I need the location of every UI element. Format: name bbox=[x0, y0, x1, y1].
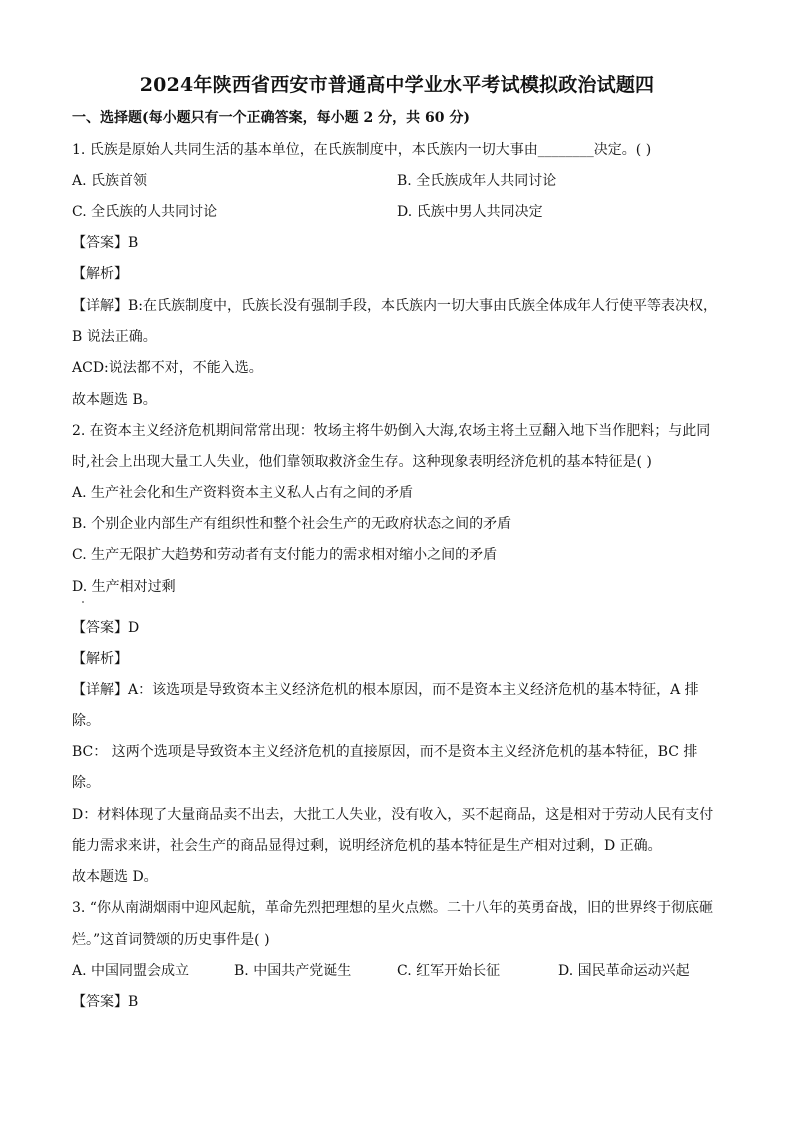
question-3-answer: 【答案】B bbox=[72, 994, 139, 1010]
question-2-detail-line-5: D：材料体现了大量商品卖不出去，大批工人失业，没有收入，买不起商品，这是相对于劳动人民有支付 bbox=[72, 807, 714, 823]
question-1-detail-line-2: B 说法正确。 bbox=[72, 329, 157, 345]
question-3-stem-line-1: 3. “你从南湖烟雨中迎风起航，革命先烈把理想的星火点燃。二十八年的英勇奋战，旧的世界终于彻底砸 bbox=[72, 900, 713, 916]
question-2-answer: 【答案】D bbox=[72, 620, 140, 636]
question-2-option-b: B. 个别企业内部生产有组织性和整个社会生产的无政府状态之间的矛盾 bbox=[72, 516, 512, 532]
question-2-analysis-label: 【解析】 bbox=[72, 651, 128, 667]
question-2-detail-line-6: 能力需求来讲，社会生产的商品显得过剩，说明经济危机的基本特征是生产相对过剩，D 正确。 bbox=[72, 838, 662, 854]
page-title: 2024年陕西省西安市普通高中学业水平考试模拟政治试题四 bbox=[139, 74, 655, 96]
question-3-stem-line-2: 烂。”这首词赞颂的历史事件是( ) bbox=[72, 932, 270, 948]
question-2-conclusion: 故本题选 D。 bbox=[72, 869, 158, 885]
section-heading: 一、选择题(每小题只有一个正确答案，每小题 2 分，共 60 分) bbox=[72, 110, 470, 126]
question-1-conclusion: 故本题选 B。 bbox=[72, 392, 157, 408]
question-2-stem-line-1: 2. 在资本主义经济危机期间常常出现：牧场主将牛奶倒入大海,农场主将土豆翻入地下当作肥料；与此同 bbox=[72, 423, 711, 439]
question-2-detail-line-1: 【详解】A：该选项是导致资本主义经济危机的根本原因，而不是资本主义经济危机的基本特征，A 排 bbox=[72, 682, 699, 698]
question-2-option-c: C. 生产无限扩大趋势和劳动者有支付能力的需求相对缩小之间的矛盾 bbox=[72, 547, 498, 563]
question-2-detail-line-3: BC： 这两个选项是导致资本主义经济危机的直接原因，而不是资本主义经济危机的基本特征，BC 排 bbox=[72, 744, 698, 760]
question-1-option-a: A. 氏族首领 bbox=[72, 173, 148, 189]
question-1-detail-line-1: 【详解】B:在氏族制度中，氏族长没有强制手段，本氏族内一切大事由氏族全体成年人行使平等表决权， bbox=[72, 298, 718, 314]
question-3-option-b: B. 中国共产党诞生 bbox=[234, 963, 352, 979]
question-2-detail-line-2: 除。 bbox=[72, 713, 100, 729]
question-1-detail-line-3: ACD:说法都不对，不能入选。 bbox=[72, 360, 263, 376]
question-3-option-c: C. 红军开始长征 bbox=[397, 963, 501, 979]
question-1-answer: 【答案】B bbox=[72, 235, 139, 251]
question-1-stem: 1. 氏族是原始人共同生活的基本单位，在氏族制度中，本氏族内一切大事由________决定。( ) bbox=[72, 142, 652, 158]
question-3-option-a: A. 中国同盟会成立 bbox=[72, 963, 190, 979]
question-2-stem-line-2: 时,社会上出现大量工人失业，他们靠领取救济金生存。这种现象表明经济危机的基本特征是( ) bbox=[72, 454, 652, 470]
question-2-option-d: D. 生产相对过剩 bbox=[72, 579, 176, 595]
question-1-option-c: C. 全氏族的人共同讨论 bbox=[72, 204, 218, 220]
stray-mark bbox=[82, 601, 84, 603]
question-1-analysis-label: 【解析】 bbox=[72, 266, 128, 282]
question-1-option-d: D. 氏族中男人共同决定 bbox=[397, 204, 543, 220]
question-2-option-a: A. 生产社会化和生产资料资本主义私人占有之间的矛盾 bbox=[72, 485, 414, 501]
question-1-option-b: B. 全氏族成年人共同讨论 bbox=[397, 173, 557, 189]
question-3-option-d: D. 国民革命运动兴起 bbox=[558, 963, 690, 979]
question-2-detail-line-4: 除。 bbox=[72, 775, 100, 791]
